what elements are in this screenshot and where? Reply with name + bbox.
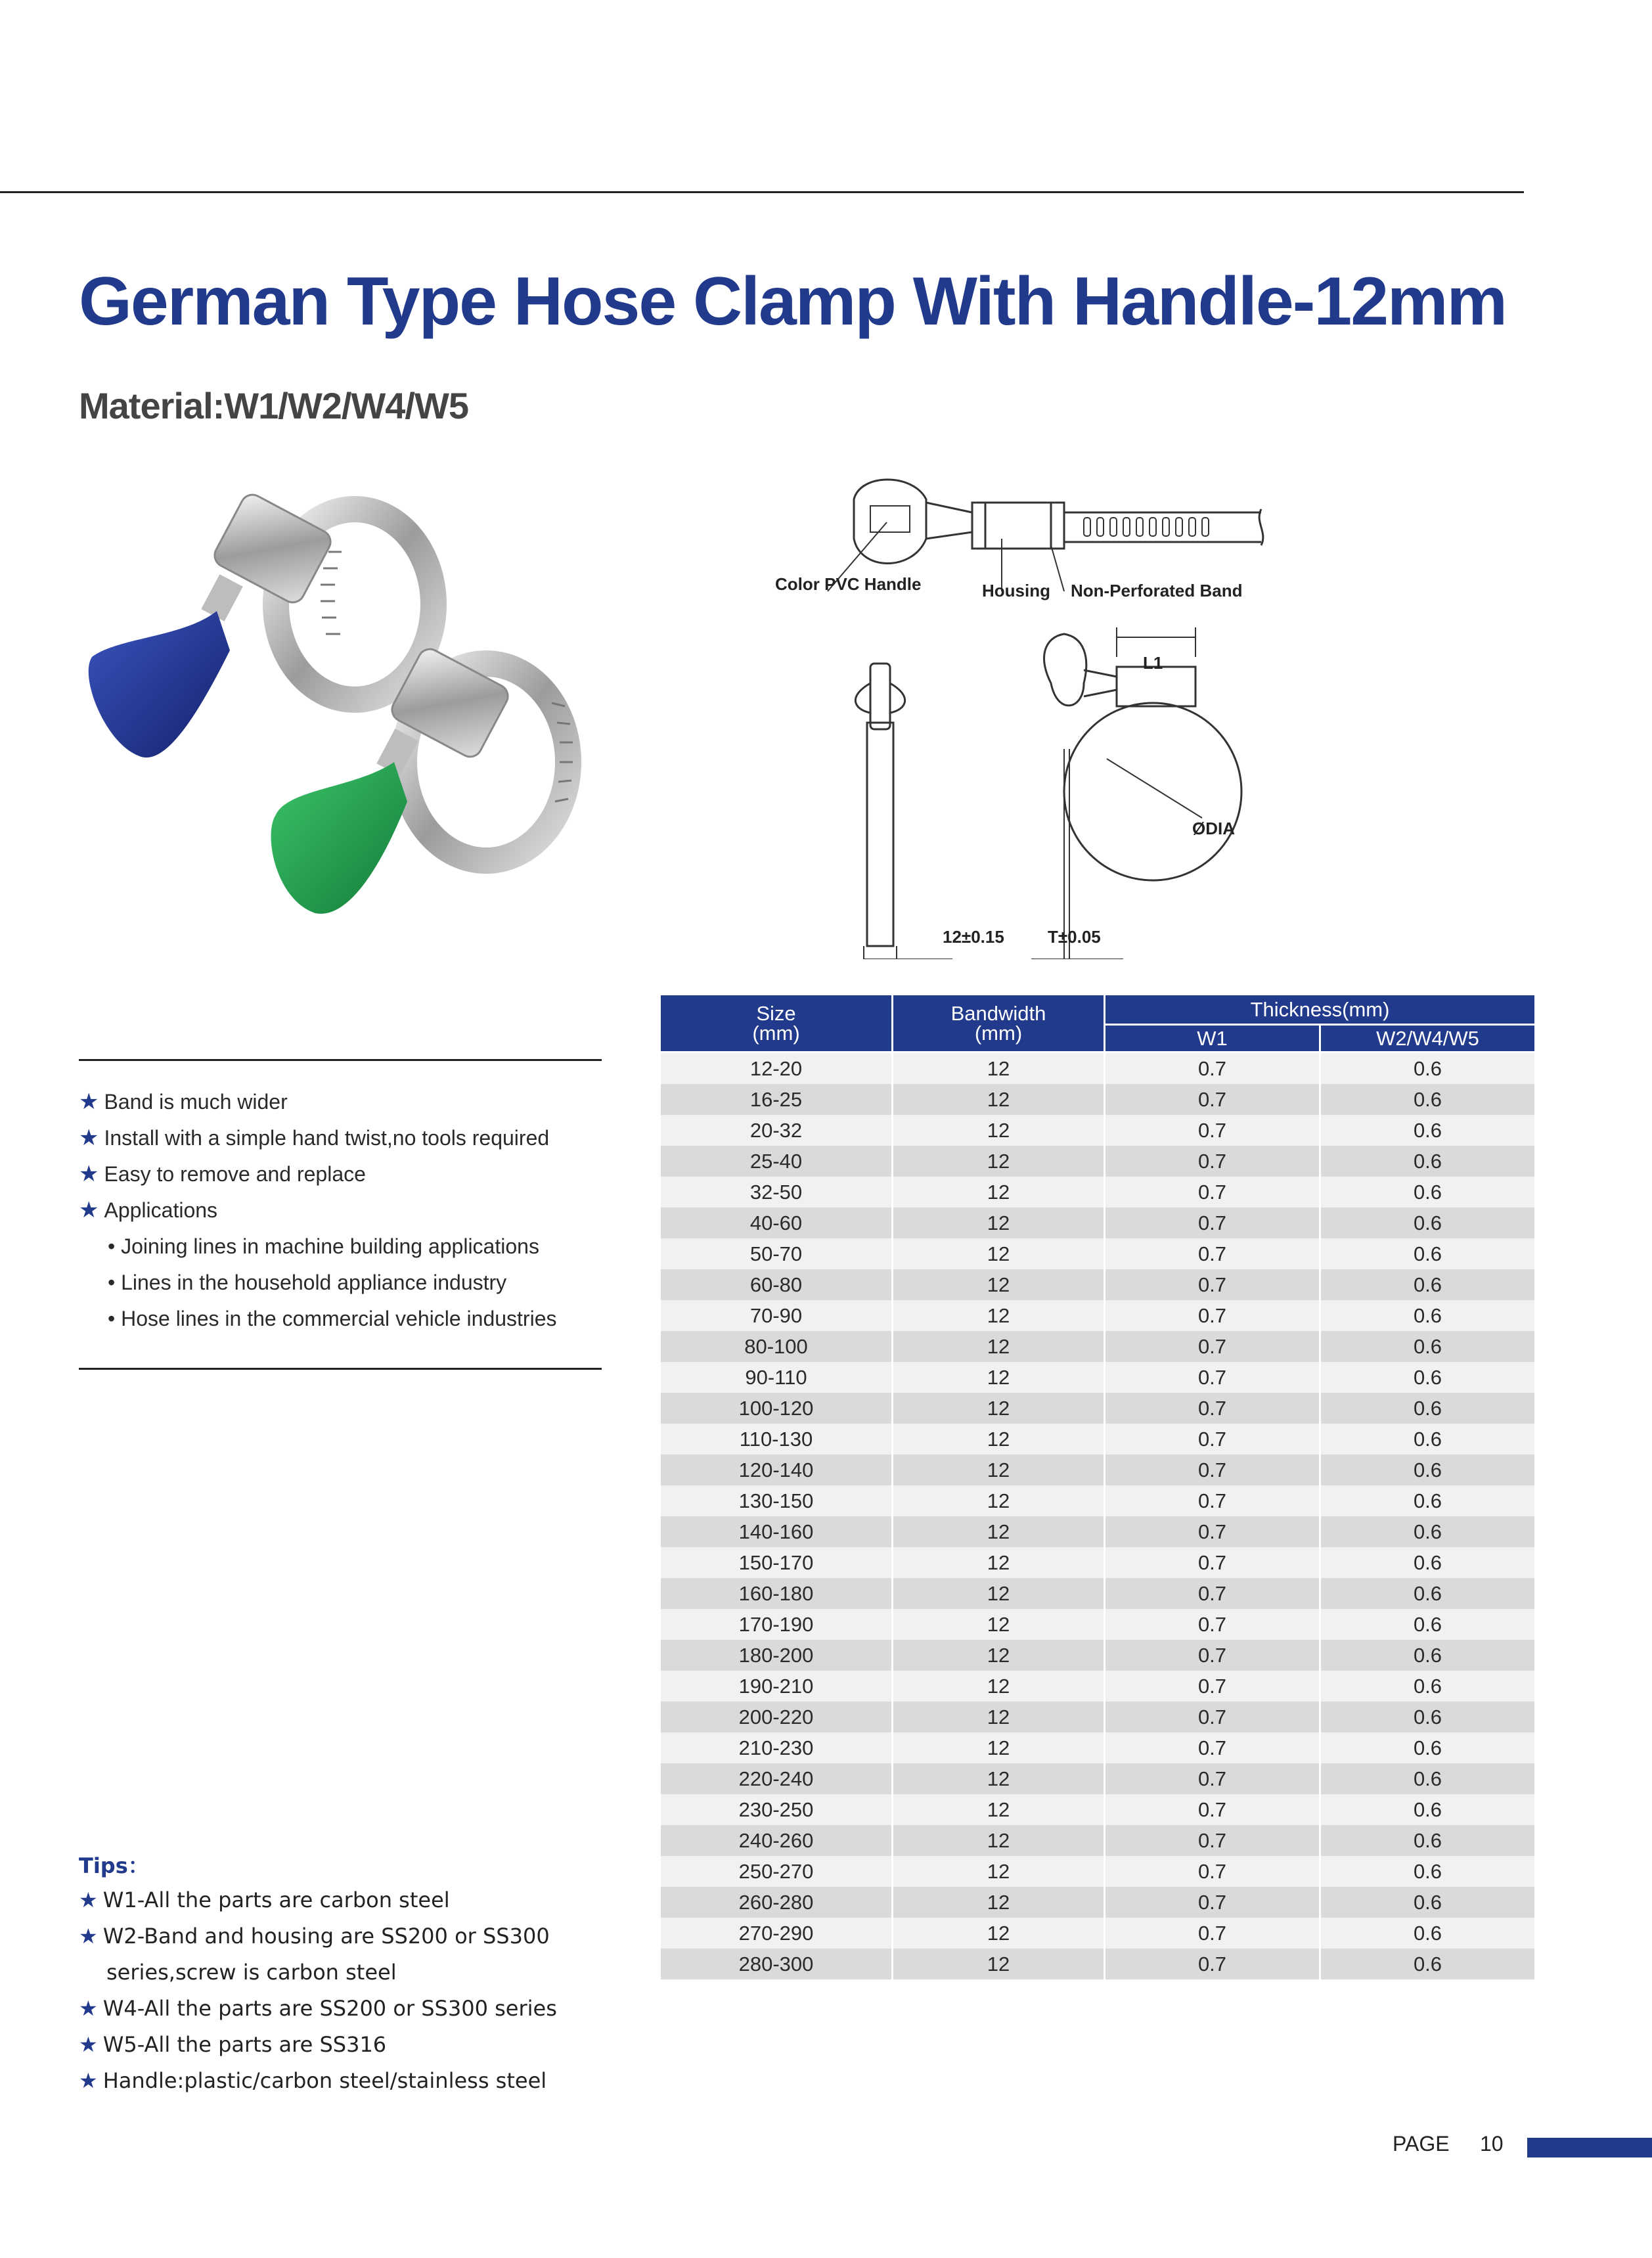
star-icon: ★ <box>79 1162 99 1186</box>
cell-size: 260-280 <box>660 1887 893 1918</box>
cell-bandwidth: 12 <box>893 1918 1105 1949</box>
table-row <box>660 1887 1536 1918</box>
label-band-width: 12±0.15 <box>943 927 1004 947</box>
cell-w1: 0.7 <box>1105 1331 1320 1362</box>
cell-w245: 0.6 <box>1320 1671 1536 1702</box>
cell-bandwidth: 12 <box>893 1485 1105 1516</box>
table-row <box>660 1177 1536 1208</box>
table-row <box>660 1424 1536 1455</box>
star-icon: ★ <box>79 1924 98 1949</box>
table-row <box>660 1331 1536 1362</box>
material-subtitle: Material:W1/W2/W4/W5 <box>79 385 468 426</box>
cell-w245: 0.6 <box>1320 1640 1536 1671</box>
table-row <box>660 1052 1536 1085</box>
header-w2-w4-w5: W2/W4/W5 <box>1320 1025 1536 1052</box>
tip-item: ★ W5-All the parts are SS316 <box>79 2032 387 2057</box>
cell-bandwidth: 12 <box>893 1052 1105 1085</box>
cell-w1: 0.7 <box>1105 1516 1320 1547</box>
label-l1: L1 <box>1143 653 1163 673</box>
cell-w1: 0.7 <box>1105 1393 1320 1424</box>
cell-w1: 0.7 <box>1105 1455 1320 1485</box>
table-row <box>660 1702 1536 1732</box>
tip-item: ★ W2-Band and housing are SS200 or SS300 <box>79 1924 550 1949</box>
cell-w245: 0.6 <box>1320 1887 1536 1918</box>
cell-w245: 0.6 <box>1320 1208 1536 1238</box>
cell-size: 25-40 <box>660 1146 893 1177</box>
cell-w245: 0.6 <box>1320 1269 1536 1300</box>
feature-item: ★ Easy to remove and replace <box>79 1162 366 1186</box>
table-row <box>660 1671 1536 1702</box>
cell-bandwidth: 12 <box>893 1732 1105 1763</box>
footer-accent-bar <box>1527 2138 1652 2157</box>
table-row <box>660 1547 1536 1578</box>
cell-size: 60-80 <box>660 1269 893 1300</box>
cell-bandwidth: 12 <box>893 1115 1105 1146</box>
cell-size: 100-120 <box>660 1393 893 1424</box>
cell-w1: 0.7 <box>1105 1825 1320 1856</box>
cell-w1: 0.7 <box>1105 1146 1320 1177</box>
cell-w245: 0.6 <box>1320 1702 1536 1732</box>
label-non-perforated-band: Non-Perforated Band <box>1071 581 1243 600</box>
table-row <box>660 1238 1536 1269</box>
star-icon: ★ <box>79 2068 98 2093</box>
cell-size: 90-110 <box>660 1362 893 1393</box>
cell-w245: 0.6 <box>1320 1300 1536 1331</box>
table-row <box>660 1578 1536 1609</box>
tip-item: ★ W4-All the parts are SS200 or SS300 series <box>79 1996 557 2021</box>
features-top-divider <box>79 1059 602 1061</box>
cell-w245: 0.6 <box>1320 1362 1536 1393</box>
cell-bandwidth: 12 <box>893 1856 1105 1887</box>
cell-size: 110-130 <box>660 1424 893 1455</box>
cell-size: 80-100 <box>660 1331 893 1362</box>
table-row <box>660 1763 1536 1794</box>
cell-bandwidth: 12 <box>893 1702 1105 1732</box>
label-color-pvc-handle: Color PVC Handle <box>775 574 922 594</box>
cell-bandwidth: 12 <box>893 1331 1105 1362</box>
application-item: • Joining lines in machine building applications <box>108 1234 539 1258</box>
header-w1: W1 <box>1105 1025 1320 1052</box>
features-list <box>79 1084 617 1337</box>
cell-bandwidth: 12 <box>893 1763 1105 1794</box>
cell-w1: 0.7 <box>1105 1578 1320 1609</box>
technical-diagram <box>755 460 1379 959</box>
cell-bandwidth: 12 <box>893 1825 1105 1856</box>
blue-clamp <box>89 491 434 757</box>
tips-section <box>79 1849 617 2099</box>
cell-size: 280-300 <box>660 1949 893 1979</box>
cell-bandwidth: 12 <box>893 1609 1105 1640</box>
cell-w245: 0.6 <box>1320 1547 1536 1578</box>
star-icon: ★ <box>79 2032 98 2057</box>
cell-size: 170-190 <box>660 1609 893 1640</box>
cell-w245: 0.6 <box>1320 1052 1536 1085</box>
cell-size: 190-210 <box>660 1671 893 1702</box>
cell-w245: 0.6 <box>1320 1949 1536 1979</box>
feature-item: ★ Applications <box>79 1198 218 1223</box>
cell-bandwidth: 12 <box>893 1269 1105 1300</box>
cell-size: 16-25 <box>660 1084 893 1115</box>
cell-w1: 0.7 <box>1105 1640 1320 1671</box>
star-icon: ★ <box>79 1089 99 1114</box>
cell-w245: 0.6 <box>1320 1455 1536 1485</box>
cell-w1: 0.7 <box>1105 1485 1320 1516</box>
cell-bandwidth: 12 <box>893 1424 1105 1455</box>
cell-w245: 0.6 <box>1320 1856 1536 1887</box>
table-row <box>660 1393 1536 1424</box>
table-row <box>660 1732 1536 1763</box>
cell-w1: 0.7 <box>1105 1424 1320 1455</box>
cell-w1: 0.7 <box>1105 1208 1320 1238</box>
cell-w245: 0.6 <box>1320 1331 1536 1362</box>
cell-w1: 0.7 <box>1105 1547 1320 1578</box>
cell-w1: 0.7 <box>1105 1732 1320 1763</box>
cell-size: 270-290 <box>660 1918 893 1949</box>
table-row <box>660 1269 1536 1300</box>
cell-size: 200-220 <box>660 1702 893 1732</box>
cell-bandwidth: 12 <box>893 1084 1105 1115</box>
page-number: 10 <box>1480 2132 1504 2156</box>
cell-size: 50-70 <box>660 1238 893 1269</box>
table-row <box>660 1918 1536 1949</box>
cell-w245: 0.6 <box>1320 1115 1536 1146</box>
tips-title: Tips： <box>79 1853 149 1878</box>
cell-bandwidth: 12 <box>893 1455 1105 1485</box>
feature-item: ★ Band is much wider <box>79 1089 288 1114</box>
cell-w245: 0.6 <box>1320 1578 1536 1609</box>
cell-w1: 0.7 <box>1105 1362 1320 1393</box>
table-row <box>660 1362 1536 1393</box>
page-label: PAGE <box>1393 2132 1450 2156</box>
cell-w1: 0.7 <box>1105 1084 1320 1115</box>
cell-w1: 0.7 <box>1105 1300 1320 1331</box>
cell-w1: 0.7 <box>1105 1856 1320 1887</box>
cell-w245: 0.6 <box>1320 1794 1536 1825</box>
header-bandwidth: Bandwidth (mm) <box>893 995 1105 1052</box>
page-title: German Type Hose Clamp With Handle-12mm <box>79 263 1506 340</box>
cell-size: 240-260 <box>660 1825 893 1856</box>
cell-bandwidth: 12 <box>893 1177 1105 1208</box>
cell-w1: 0.7 <box>1105 1887 1320 1918</box>
application-item: • Lines in the household appliance industry <box>108 1271 507 1294</box>
star-icon: ★ <box>79 1996 98 2021</box>
cell-size: 250-270 <box>660 1856 893 1887</box>
cell-bandwidth: 12 <box>893 1949 1105 1979</box>
features-bottom-divider <box>79 1368 602 1370</box>
table-row <box>660 1208 1536 1238</box>
cell-bandwidth: 12 <box>893 1238 1105 1269</box>
cell-bandwidth: 12 <box>893 1146 1105 1177</box>
cell-bandwidth: 12 <box>893 1671 1105 1702</box>
spec-table <box>659 993 1536 1979</box>
header-thickness: Thickness(mm) <box>1105 995 1536 1025</box>
cell-w1: 0.7 <box>1105 1671 1320 1702</box>
star-icon: ★ <box>79 1125 99 1150</box>
cell-bandwidth: 12 <box>893 1362 1105 1393</box>
cell-w1: 0.7 <box>1105 1052 1320 1085</box>
label-dia: ØDIA <box>1192 819 1235 838</box>
table-body <box>660 1052 1536 1980</box>
cell-bandwidth: 12 <box>893 1300 1105 1331</box>
cell-w245: 0.6 <box>1320 1918 1536 1949</box>
cell-size: 210-230 <box>660 1732 893 1763</box>
cell-w1: 0.7 <box>1105 1918 1320 1949</box>
cell-size: 20-32 <box>660 1115 893 1146</box>
cell-bandwidth: 12 <box>893 1208 1105 1238</box>
cell-w245: 0.6 <box>1320 1393 1536 1424</box>
cell-bandwidth: 12 <box>893 1794 1105 1825</box>
application-item: • Hose lines in the commercial vehicle industries <box>108 1307 557 1330</box>
cell-w1: 0.7 <box>1105 1609 1320 1640</box>
cell-w1: 0.7 <box>1105 1763 1320 1794</box>
tip-item-continuation: series,screw is carbon steel <box>106 1960 397 1985</box>
cell-bandwidth: 12 <box>893 1887 1105 1918</box>
tip-item: ★ W1-All the parts are carbon steel <box>79 1887 450 1912</box>
tip-item: ★ Handle:plastic/carbon steel/stainless steel <box>79 2068 547 2093</box>
cell-bandwidth: 12 <box>893 1578 1105 1609</box>
table-row <box>660 1485 1536 1516</box>
cell-size: 160-180 <box>660 1578 893 1609</box>
cell-w1: 0.7 <box>1105 1177 1320 1208</box>
cell-w245: 0.6 <box>1320 1238 1536 1269</box>
product-photo <box>66 480 631 939</box>
cell-size: 120-140 <box>660 1455 893 1485</box>
cell-size: 150-170 <box>660 1547 893 1578</box>
top-divider <box>0 191 1524 193</box>
cell-w245: 0.6 <box>1320 1485 1536 1516</box>
star-icon: ★ <box>79 1198 99 1223</box>
cell-w245: 0.6 <box>1320 1732 1536 1763</box>
cell-w245: 0.6 <box>1320 1763 1536 1794</box>
cell-bandwidth: 12 <box>893 1516 1105 1547</box>
cell-w1: 0.7 <box>1105 1238 1320 1269</box>
cell-size: 180-200 <box>660 1640 893 1671</box>
cell-bandwidth: 12 <box>893 1547 1105 1578</box>
table-row <box>660 1640 1536 1671</box>
table-row <box>660 1300 1536 1331</box>
cell-size: 12-20 <box>660 1052 893 1085</box>
cell-w245: 0.6 <box>1320 1825 1536 1856</box>
cell-w1: 0.7 <box>1105 1949 1320 1979</box>
table-row <box>660 1825 1536 1856</box>
cell-w245: 0.6 <box>1320 1424 1536 1455</box>
cell-size: 230-250 <box>660 1794 893 1825</box>
cell-size: 140-160 <box>660 1516 893 1547</box>
cell-w245: 0.6 <box>1320 1146 1536 1177</box>
cell-size: 130-150 <box>660 1485 893 1516</box>
cell-bandwidth: 12 <box>893 1640 1105 1671</box>
cell-w245: 0.6 <box>1320 1177 1536 1208</box>
label-housing: Housing <box>982 581 1050 600</box>
table-row <box>660 1516 1536 1547</box>
header-size: Size (mm) <box>660 995 893 1052</box>
table-row <box>660 1115 1536 1146</box>
feature-item: ★ Install with a simple hand twist,no tools required <box>79 1125 550 1150</box>
table-row <box>660 1455 1536 1485</box>
cell-size: 32-50 <box>660 1177 893 1208</box>
cell-w245: 0.6 <box>1320 1084 1536 1115</box>
star-icon: ★ <box>79 1887 98 1912</box>
table-row <box>660 1949 1536 1979</box>
cell-w1: 0.7 <box>1105 1794 1320 1825</box>
table-row <box>660 1146 1536 1177</box>
table-row <box>660 1084 1536 1115</box>
label-thickness: T±0.05 <box>1048 927 1101 947</box>
cell-w245: 0.6 <box>1320 1609 1536 1640</box>
table-row <box>660 1856 1536 1887</box>
cell-size: 220-240 <box>660 1763 893 1794</box>
cell-w1: 0.7 <box>1105 1702 1320 1732</box>
cell-w1: 0.7 <box>1105 1115 1320 1146</box>
cell-w245: 0.6 <box>1320 1516 1536 1547</box>
cell-size: 70-90 <box>660 1300 893 1331</box>
cell-bandwidth: 12 <box>893 1393 1105 1424</box>
table-row <box>660 1609 1536 1640</box>
cell-size: 40-60 <box>660 1208 893 1238</box>
table-row <box>660 1794 1536 1825</box>
cell-w1: 0.7 <box>1105 1269 1320 1300</box>
